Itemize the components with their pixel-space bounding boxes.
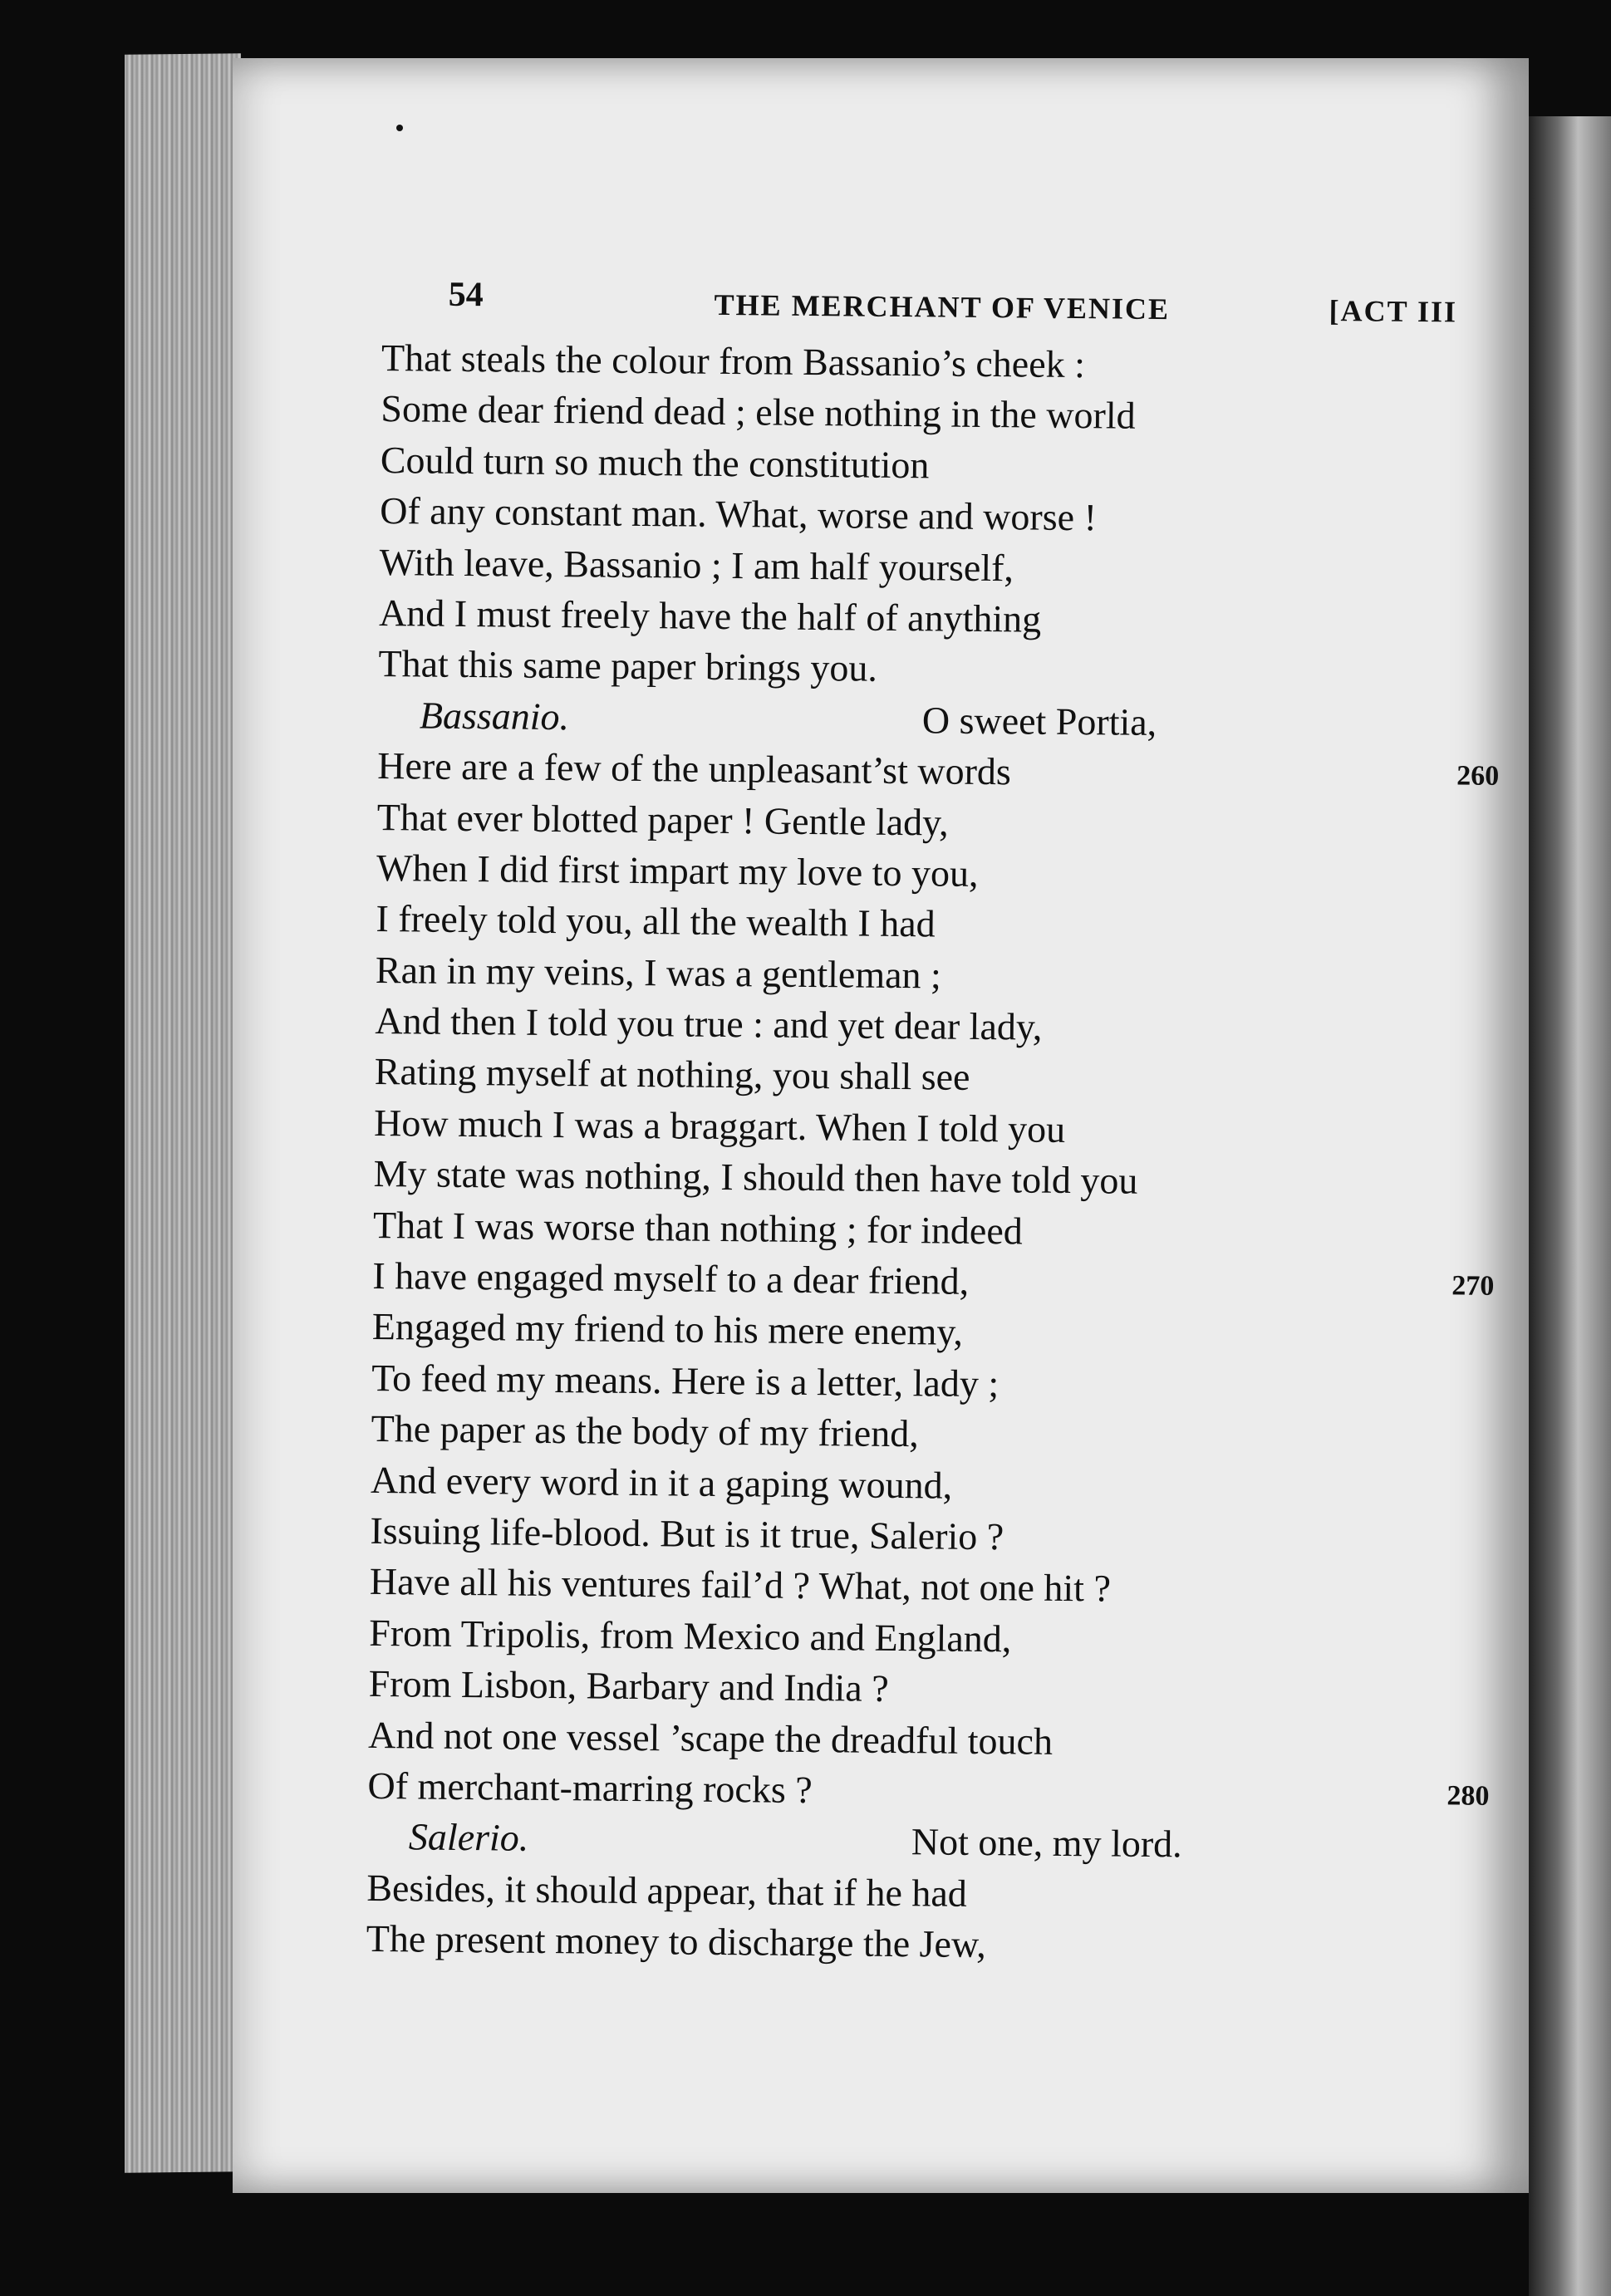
act-label: [ACT III bbox=[1329, 293, 1458, 329]
speaker-name: Salerio. bbox=[408, 1815, 529, 1860]
line-text: O sweet Portia, bbox=[921, 698, 1157, 743]
line-text: That steals the colour from Bassanio’s cheek : bbox=[381, 336, 1086, 386]
speaker-name: Bassanio. bbox=[419, 694, 570, 738]
page-text bbox=[366, 274, 1503, 1975]
line-text: The paper as the body of my friend, bbox=[371, 1407, 919, 1455]
line-text: That ever blotted paper ! Gentle lady, bbox=[376, 795, 949, 844]
line-text: I freely told you, all the wealth I had bbox=[376, 897, 936, 945]
verse-block bbox=[366, 332, 1503, 1975]
line-text: And then I told you true : and yet dear lady, bbox=[375, 999, 1043, 1048]
line-number: 280 bbox=[1446, 1780, 1490, 1812]
line-text: Ran in my veins, I was a gentleman ; bbox=[375, 948, 942, 997]
line-text: When I did first impart my love to you, bbox=[376, 846, 979, 895]
line-text: Here are a few of the unpleasant’st words bbox=[377, 744, 1012, 793]
line-text: And I must freely have the half of anything bbox=[378, 591, 1042, 640]
line-text: And every word in it a gaping wound, bbox=[370, 1458, 953, 1507]
line-text: To feed my means. Here is a letter, lady ; bbox=[371, 1356, 1000, 1405]
verse-line bbox=[366, 1913, 1488, 1975]
line-text: Could turn so much the constitution bbox=[380, 438, 930, 487]
line-text: I have engaged myself to a dear friend, bbox=[372, 1253, 970, 1303]
line-text: That this same paper brings you. bbox=[378, 642, 878, 690]
page-number: 54 bbox=[448, 275, 484, 315]
line-number: 260 bbox=[1456, 760, 1500, 792]
line-text: From Lisbon, Barbary and India ? bbox=[368, 1662, 889, 1710]
line-text: How much I was a braggart. When I told you bbox=[373, 1101, 1066, 1150]
page-edges bbox=[125, 53, 241, 2172]
line-text: Of merchant-marring rocks ? bbox=[367, 1764, 813, 1811]
line-text: Engaged my friend to his mere enemy, bbox=[371, 1305, 964, 1354]
line-text: That I was worse than nothing ; for indeed bbox=[372, 1203, 1024, 1253]
line-text: The present money to discharge the Jew, bbox=[366, 1917, 986, 1966]
line-text: With leave, Bassanio ; I am half yourself, bbox=[379, 540, 1014, 589]
line-text: Rating myself at nothing, you shall see bbox=[374, 1050, 970, 1099]
line-text: Have all his ventures fail’d ? What, not one hit ? bbox=[369, 1560, 1112, 1610]
line-text: From Tripolis, from Mexico and England, bbox=[369, 1611, 1012, 1661]
running-header bbox=[381, 274, 1504, 343]
line-number: 270 bbox=[1451, 1270, 1495, 1302]
line-text: Not one, my lord. bbox=[911, 1820, 1182, 1866]
line-text: Besides, it should appear, that if he had bbox=[366, 1866, 968, 1915]
scan-speck bbox=[396, 125, 403, 131]
line-text: Some dear friend dead ; else nothing in the world bbox=[381, 387, 1136, 438]
line-text: And not one vessel ’scape the dreadful touch bbox=[367, 1713, 1054, 1763]
line-text: My state was nothing, I should then have told you bbox=[373, 1152, 1138, 1203]
book-binding bbox=[1529, 116, 1611, 2296]
line-text: Of any constant man. What, worse and worse ! bbox=[380, 489, 1098, 539]
line-text: Issuing life-blood. But is it true, Salerio ? bbox=[370, 1509, 1004, 1558]
running-title: THE MERCHANT OF VENICE bbox=[714, 287, 1171, 326]
